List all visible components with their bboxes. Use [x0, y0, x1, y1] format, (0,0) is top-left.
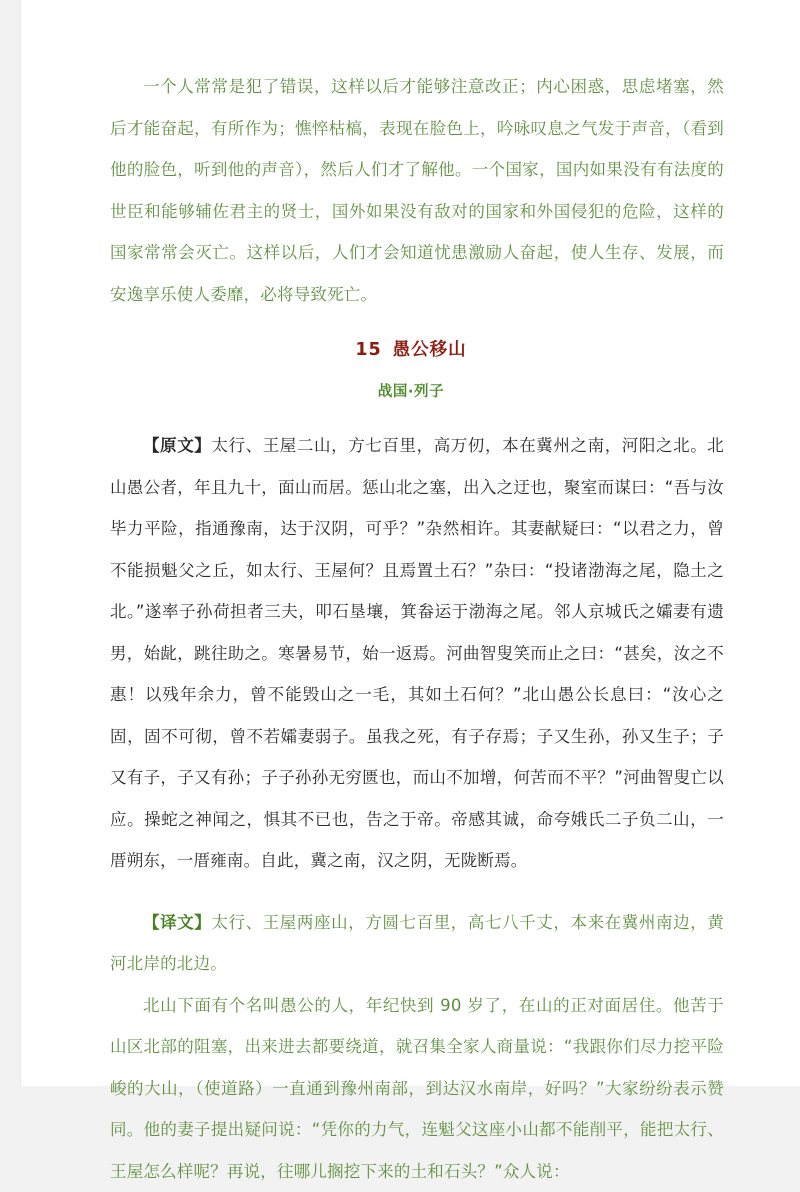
- translation-body-paragraph: 北山下面有个名叫愚公的人，年纪快到 90 岁了，在山的正对面居住。他苦于山区北部的阻塞，出来进去都要绕道，就召集全家人商量说：“我跟你们尽力挖平险峻的大山，（使道路）一直通到豫州南部，到达汉水南岸，好吗？”大家纷纷表示赞同。他的妻子提出疑问说：“凭你的力气，连魁父这座小山都不能削平，能把太行、王屋怎么样呢？再说，往哪儿搁挖下来的土和石头？”众人说：: [22, 985, 800, 1192]
- lesson-author: 战国·列子: [22, 367, 800, 406]
- translation-section: [22, 882, 800, 1192]
- lesson-number: 15: [355, 340, 381, 360]
- original-text-body: 太行、王屋二山，方七百里，高万仞，本在冀州之南，河阳之北。北山愚公者，年且九十，面山而居。惩山北之塞，出入之迂也，聚室而谋曰：“吾与汝毕力平险，指通豫南，达于汉阴，可乎？”杂然相许。其妻献疑曰：“以君之力，曾不能损魁父之丘，如太行、王屋何？且焉置土石？”杂曰：“投诸渤海之尾，隐土之北。”遂率子孙荷担者三夫，叩石垦壤，箕畚运于渤海之尾。邻人京城氏之孀妻有遗男，始龀，跳往助之。寒暑易节，始一返焉。河曲智叟笑而止之曰：“甚矣，汝之不惠！以残年余力，曾不能毁山之一毛，其如土石何？”北山愚公长息曰：“汝心之固，固不可彻，曾不若孀妻弱子。虽我之死，有子存焉；子又生孙，孙又生子；子又有子，子又有孙；子子孙孙无穷匮也，而山不加增，何苦而不平？”河曲智叟亡以应。操蛇之神闻之，惧其不已也，告之于帝。帝感其诚，命夸娥氏二子负二山，一厝朔东，一厝雍南。自此，冀之南，汉之阴，无陇断焉。: [110, 436, 724, 870]
- lesson-title: [22, 315, 800, 367]
- lesson-title-text: 愚公移山: [393, 340, 467, 360]
- page-content: [22, 0, 800, 1086]
- intro-passage-text: 一个人常常是犯了错误，这样以后才能够注意改正；内心困惑，思虑堵塞，然后才能奋起，有所作为；憔悴枯槁，表现在脸色上，吟咏叹息之气发于声音，（看到他的脸色，听到他的声音），然后人们才了解他。一个国家，国内如果没有有法度的世臣和能够辅佐君主的贤士，国外如果没有敌对的国家和外国侵犯的危险，这样的国家常常会灭亡。这样以后，人们才会知道忧患激励人奋起，使人生存、发展，而安逸享乐使人委靡，必将导致死亡。: [22, 0, 800, 315]
- translation-lead-paragraph: [22, 902, 800, 985]
- original-text-paragraph: [22, 406, 800, 882]
- original-section-marker: 【原文】: [143, 436, 211, 455]
- translation-lead-text: 太行、王屋两座山，方圆七百里，高七八千丈，本来在冀州南边，黄河北岸的北边。: [110, 913, 724, 974]
- translation-section-marker: 【译文】: [143, 913, 211, 932]
- page-left-gutter: [0, 0, 21, 1086]
